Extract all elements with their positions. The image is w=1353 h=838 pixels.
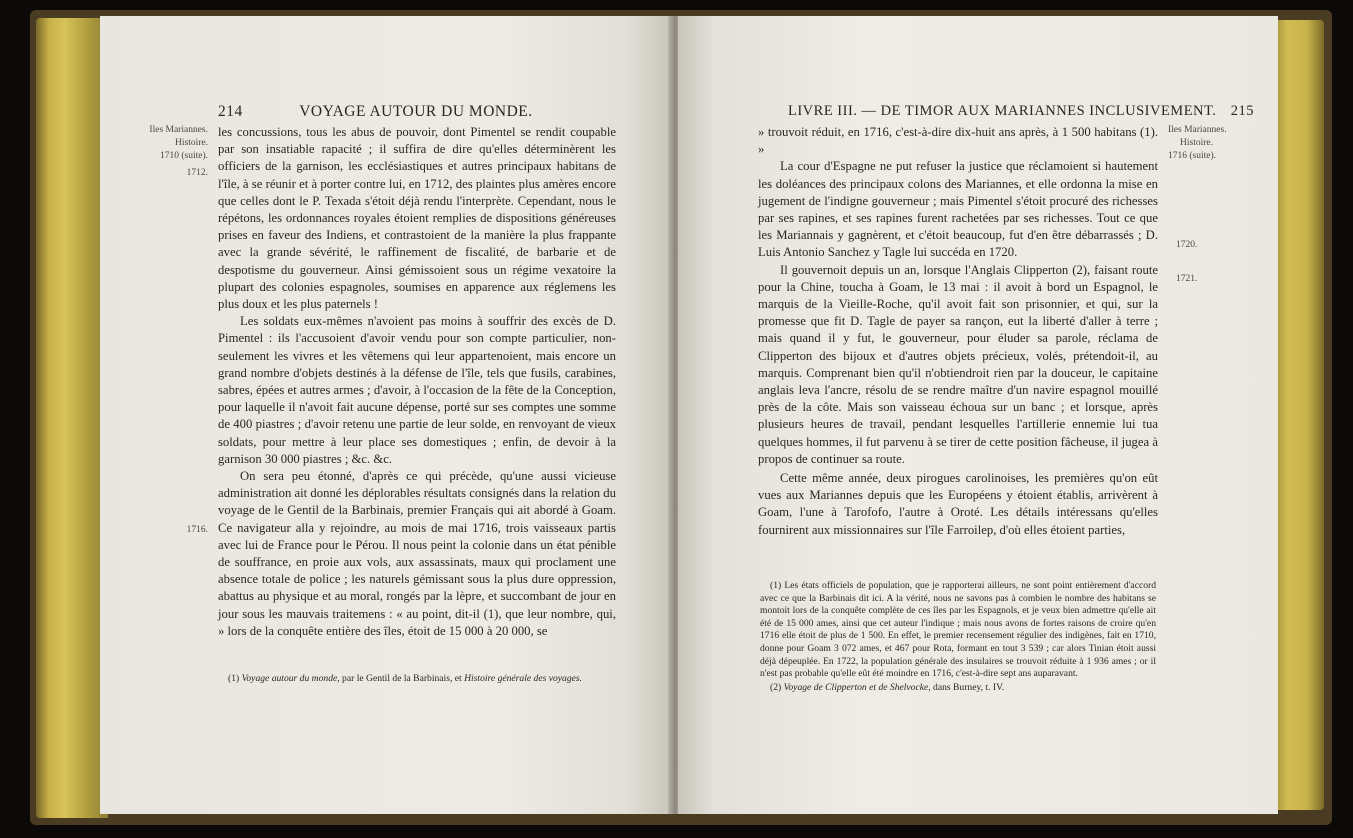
footnote-1: (1) Les états officiels de population, que je rapporterai ailleurs, ne sont point entièrement d'accord avec ce que la Barbinais dit ici. A la vérité, nous ne savons pas à combien le nombre des habitans se montoit lors de la conquête complète de ces îles par les Espagnols, et je veux bien admettre qu'elle ait été de 15 000 ames, ainsi que cet auteur l'indique ; mais nous avons de fortes raisons de croire qu'en 1716 elle étoit de plus de 1 500. En effet, le premier recensement régulier des indigènes, fait en 1710, donne pour Goam 3 072 ames, et 467 pour Rota, formant en tout 3 539 ; car alors Tinian étoit aussi déjà dépeuplée. En 1722, la population générale des insulaires se trouvoit réduite à 1 936 ames ; or il n'est pas probable qu'elle eût été moindre en 1716, c'est-à-dire sept ans auparavant. (760, 580, 1156, 680)
page-edges-left (36, 18, 108, 818)
paragraph: On sera peu étonné, d'après ce qui précède, qu'une aussi vicieuse administration ait donné les déplorables résultats consignés dans la relation du voyage de le Gentil de la Barbinais, premier Français qui ait abordé à Goam. Ce navigateur alla y rejoindre, au mois de mai 1716, trois vaisseaux partis avec lui de France pour le Pérou. Il nous peint la colonie dans un état pénible de souffrance, en proie aux vols, aux assassinats, maux qui proclament une absence totale de police ; les naturels gémissant sous la plus dure oppression, abattus au physique et au moral, rongés par la lèpre, et succombant de jour en jour sous les mauvais traitemens : « au point, dit-il (1), que leur nombre, qui, » lors de la conquête entière des îles, étoit de 15 000 à 20 000, se (218, 469, 616, 638)
margin-note: 1716 (suite). (1168, 151, 1217, 161)
left-body-text (218, 124, 616, 640)
margin-note: Histoire. (175, 138, 208, 148)
paragraph: Cette même année, deux pirogues carolinoises, les premières qu'on eût vues aux Mariannes depuis que les Européens y étoient établis, arrivèrent à Goam, l'une à Tarofofo, l'autre à Oroté. Les détails intéressans qu'elles fournirent aux missionnaires sur l'île Farroilep, d'où elles étoient parties, (758, 471, 1158, 537)
paragraph: Les soldats eux-mêmes n'avoient pas moins à souffrir des excès de D. Pimentel : ils l'accusoient d'avoir vendu pour son compte particulier, non-seulement les vivres et les vêtemens qui leur appartenoient, mais encore un grand nombre d'objets destinés à la défense de l'île, tels que fusils, carabines, sabres, épées et autres armes ; d'avoir, à l'occasion de la fête de la Conception, pour laquelle il n'avoit fait aucune dépense, porté sur ses comptes une somme de 400 piastres ; d'avoir retenu une partie de leur solde, en renvoyant de vieux soldats, pour mettre à leur place ses domestiques ; enfin, de devoir à la garnison 30 000 piastres ; &c. &c. (218, 314, 616, 466)
right-footnotes (760, 580, 1156, 694)
right-page-header (788, 103, 1254, 120)
paragraph: La cour d'Espagne ne put refuser la justice que réclamoient si hautement les doléances des principaux colons des Mariannes, et elle ordonna la mise en jugement de l'indigne gouverneur ; mais Pimentel s'étoit procuré des richesses par ses rapines, et ses rapines furent rachetées par ses richesses. Tout ce que les Mariannais y gagnèrent, et c'étoit beaucoup, fut d'en être débarrassés ; D. Luis Antonio Sanchez y Tagle lui succéda en 1720. (758, 159, 1158, 260)
right-running-title: LIVRE III. — DE TIMOR AUX MARIANNES INCLUSIVEMENT. (788, 103, 1217, 119)
margin-note: 1712. (186, 168, 208, 178)
margin-note: Iles Mariannes. (1168, 125, 1227, 135)
footnote-number: (1) (228, 673, 240, 684)
footnote-number: (2) (770, 681, 782, 693)
footnote-text: , par le Gentil de la Barbinais, et (337, 673, 462, 684)
left-page-number: 214 (218, 103, 243, 120)
margin-note: Iles Mariannes. (149, 125, 208, 135)
left-footnote-rule (218, 668, 616, 669)
left-margin-1716: 1716. (186, 525, 208, 535)
footnote-2 (760, 682, 1156, 695)
margin-note: 1710 (suite). (159, 151, 208, 161)
left-running-title: VOYAGE AUTOUR DU MONDE. (299, 103, 533, 120)
footnote-book-title: Voyage autour du monde (241, 673, 338, 684)
paragraph: Il gouvernoit depuis un an, lorsque l'Anglais Clipperton (2), faisant route pour la Chine, toucha à Goam, le 13 mai : il avoit à bord un Espagnol, le marquis de la Vieille-Roche, qu'il avoit fait son prisonnier, et qui, sur la promesse que fit D. Tagle de payer sa rançon, eut la liberté d'aller à terre ; mais quand il y fut, le gouverneur, pour éluder sa parole, réclama de Clipperton des bijoux et d'autres objets précieux, volés, prétendoit-il, au marquis. Comprenant bien qu'il n'obtiendroit rien par la douceur, le capitaine anglais leva l'ancre, résolu de se rendre maître d'un navire espagnol mouillé près de la côte. Mais son vaisseau échoua sur un banc ; et lorsque, après plusieurs heures de travail, pendant lesquelles l'artillerie ennemie lui tua quelques hommes, il fut parvenu à se tirer de cette position fâcheuse, il jugea à propos de continuer sa route. (758, 262, 1158, 466)
footnote-book-title: Voyage de Clipperton et de Shelvocke (783, 681, 929, 693)
margin-note: Histoire. (1180, 138, 1213, 148)
right-body-text (758, 124, 1158, 539)
right-margin-1720: 1720. (1176, 240, 1198, 250)
left-page-header (218, 103, 533, 121)
footnote-book-title: Histoire générale des voyages. (464, 673, 583, 684)
paragraph: les concussions, tous les abus de pouvoir, dont Pimentel se rendit coupable par son insatiable rapacité ; il suffira de dire qu'elles déterminèrent les officiers de la garnison, les ecclésiastiques et autres principaux habitans de l'île, à se réunir et à porter contre lui, en 1712, des plaintes plus amères encore que celles dont le P. Texada s'étoit déjà rendu l'interprète. Cependant, nous le répétons, les ordonnances royales étoient remplies de dispositions généreuses prises en faveur des Indiens, et contrastoient de la manière la plus frappante avec la grande sévérité, le raffinement de fiscalité, de barbarie et de despotisme du gouverneur. Ainsi gémissoient sous un régime vexatoire la plupart des colonies espagnoles, soumises en apparence aux réglemens les plus doux et les plus paternels ! (218, 125, 616, 312)
right-margin-1721: 1721. (1176, 274, 1198, 284)
footnote-text: , dans Burney, t. IV. (928, 681, 1005, 693)
right-margin-notes (1168, 124, 1264, 163)
left-margin-notes (110, 124, 208, 180)
paragraph: » trouvoit réduit, en 1716, c'est-à-dire dix-huit ans après, à 1 500 habitans (1). » (758, 125, 1158, 157)
left-footnote (228, 673, 618, 686)
right-page-number: 215 (1230, 103, 1254, 119)
